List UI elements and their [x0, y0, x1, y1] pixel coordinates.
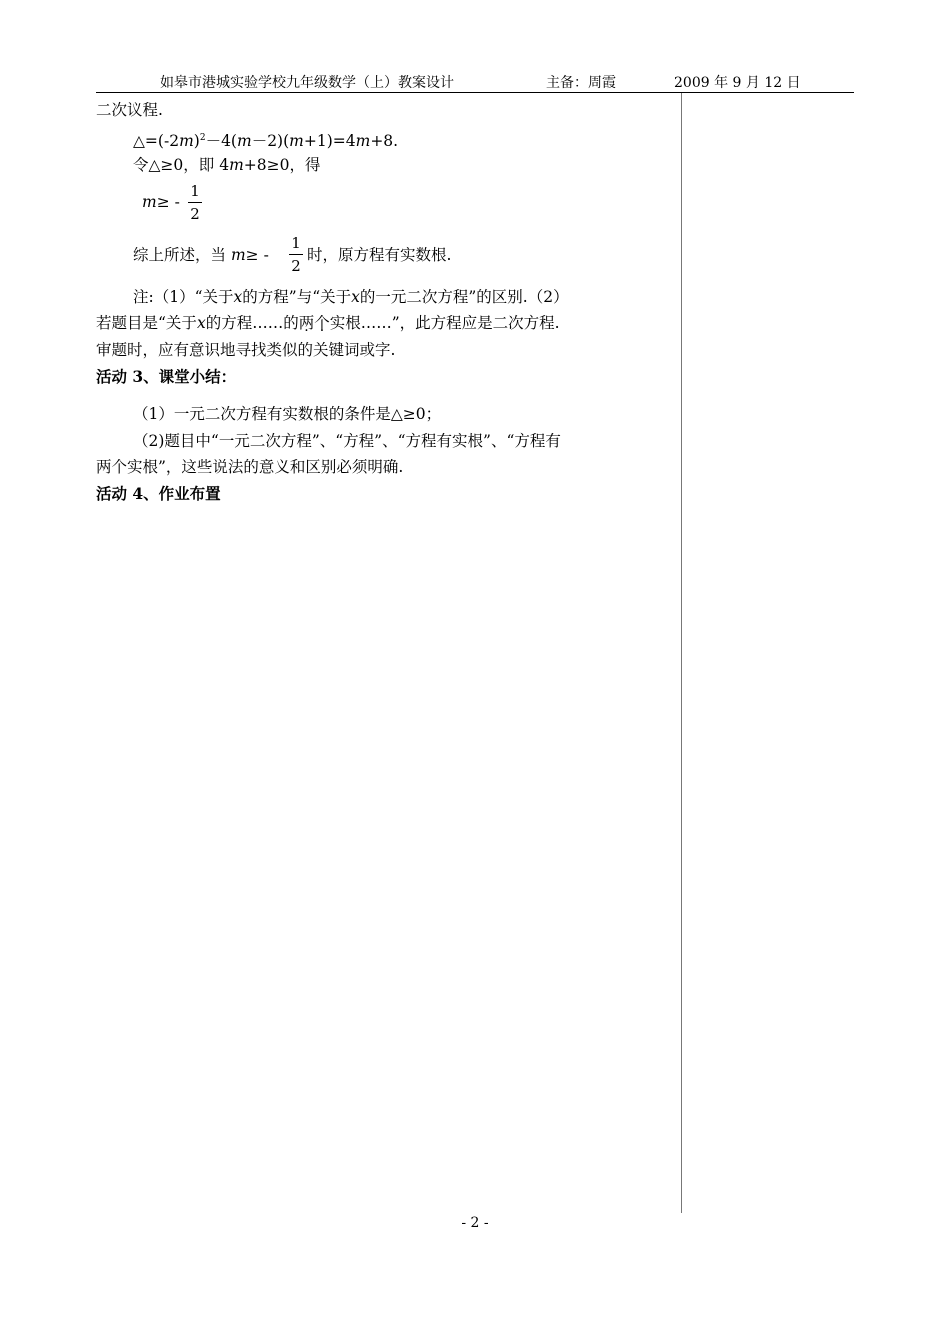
column-divider — [681, 93, 682, 1213]
eq-part: +8. — [370, 132, 399, 150]
fraction-numerator: 1 — [190, 182, 200, 200]
note-line-3 — [96, 339, 395, 361]
page-number: - 2 - — [461, 1215, 489, 1231]
text-line — [96, 99, 163, 121]
var-m: m — [142, 193, 157, 211]
discriminant-equation — [133, 127, 398, 152]
conclusion-line-end — [307, 244, 451, 266]
activity-4-heading — [96, 483, 221, 505]
var-x: x — [233, 288, 243, 306]
text-part: 时，原方程有实数根. — [307, 246, 452, 264]
fraction-bar — [289, 254, 303, 255]
summary-item-1 — [133, 403, 441, 425]
emphasis-char: 个 — [314, 314, 330, 332]
note-line-2 — [96, 312, 560, 334]
var-m: m — [229, 156, 244, 174]
conclusion-line — [133, 244, 269, 266]
exponent: 2 — [199, 133, 206, 143]
var-m: m — [179, 132, 194, 150]
text-part: 实根……”，此方程应是二次方程. — [329, 314, 560, 332]
page-header — [96, 70, 854, 93]
text-part: 综上所述，当 — [133, 246, 227, 264]
inequality-line — [133, 154, 320, 176]
text-part: 的一元二次方程”的区别.（2） — [359, 288, 569, 306]
eq-part: ) — [193, 132, 200, 150]
text-part: 的方程”与“关于 — [242, 288, 352, 306]
eq-part: +1)=4 — [303, 132, 356, 150]
var-x: x — [196, 314, 206, 332]
emphasis-char: 两 — [298, 314, 315, 332]
fraction-denominator: 2 — [291, 257, 301, 275]
summary-item-2-cont — [96, 456, 403, 478]
text-part: 的方程……的 — [205, 314, 299, 332]
text-part: 两个实根”，这些说法的意义和区别必须明确. — [96, 458, 404, 476]
note-line-1 — [133, 286, 569, 308]
fraction-denominator: 2 — [190, 205, 200, 223]
header-author: 主备：周霞 — [546, 75, 616, 91]
eq-part: －4( — [205, 132, 237, 150]
activity-3-heading — [96, 366, 236, 388]
relation: ≥ - — [245, 246, 269, 264]
var-m: m — [230, 246, 246, 264]
fraction-numerator: 1 — [291, 234, 301, 252]
text-part: （1）一元二次方程有实数根的条件是△≥0； — [133, 405, 442, 423]
var-m: m — [236, 132, 252, 150]
header-school-title: 如皋市港城实验学校九年级数学（上）教案设计 — [160, 75, 454, 91]
text-part: 若题目是“关于 — [96, 314, 197, 332]
text-part: 注:（1）“关于 — [133, 288, 234, 306]
fraction-one-half — [188, 181, 202, 224]
header-date: 2009 年 9 月 12 日 — [674, 75, 801, 91]
summary-item-2 — [133, 430, 561, 452]
text-part: 审题时，应有意识地寻找类似的关键词或字. — [96, 341, 396, 359]
text-continuation: 二次议程. — [96, 101, 163, 119]
relation: ≥ - — [156, 193, 180, 211]
eq-part: +8≥0，得 — [243, 156, 321, 174]
solution-line — [142, 191, 180, 213]
section-heading: 活动 3、课堂小结： — [96, 367, 237, 386]
eq-part: △=(-2 — [133, 132, 180, 150]
var-m: m — [355, 132, 371, 150]
var-x: x — [351, 288, 360, 306]
fraction-one-half — [289, 233, 303, 276]
var-m: m — [289, 132, 304, 150]
eq-part: －2)( — [251, 132, 290, 150]
text-part: （2)题目中“一元二次方程”、“方程”、“方程有实根”、“方程有 — [133, 432, 561, 450]
eq-part: 令△≥0，即 4 — [133, 156, 230, 174]
fraction-bar — [188, 202, 202, 203]
section-heading: 活动 4、作业布置 — [96, 484, 221, 503]
